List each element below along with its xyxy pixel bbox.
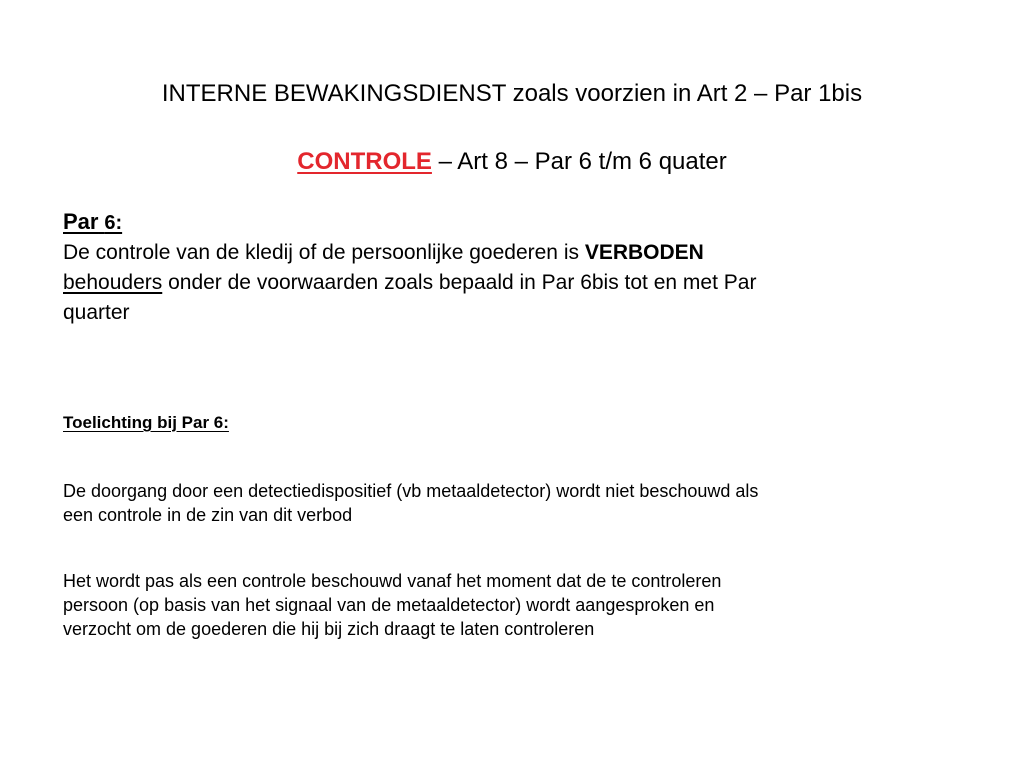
paragraph-detection-line-1: De doorgang door een detectiedispositief (vb metaaldetector) wordt niet beschouwd als [63, 481, 759, 501]
behouders-underlined: behouders [63, 271, 163, 294]
par6-line-1 [63, 238, 963, 268]
paragraph-detection-line-2: een controle in de zin van dit verbod [63, 505, 353, 525]
paragraph-detection [63, 479, 963, 527]
par6-heading [63, 207, 963, 238]
par6-heading-word: Par [63, 209, 99, 234]
par6-heading-number: 6: [104, 212, 123, 234]
paragraph-control-line-3: verzocht om de goederen die hij bij zich draagt te laten controleren [63, 619, 595, 639]
slide-title [0, 79, 1024, 109]
par6-line-2 [63, 268, 963, 298]
subtitle-rest: – Art 8 – Par 6 t/m 6 quater [431, 148, 727, 175]
par6-line2-text: onder de voorwaarden zoals bepaald in Par 6bis tot en met Par [162, 271, 757, 294]
paragraph-control-line-2: persoon (op basis van het signaal van de metaaldetector) wordt aangesproken en [63, 595, 715, 615]
controle-highlight: CONTROLE [297, 148, 432, 175]
par6-line-3: quarter [63, 301, 130, 324]
toelichting-heading: Toelichting bij Par 6: [63, 413, 229, 432]
title-line-1: INTERNE BEWAKINGSDIENST zoals voorzien in Art 2 – Par 1bis [161, 80, 863, 107]
slide-subtitle [0, 147, 1024, 177]
par6-line1-text: De controle van de kledij of de persoonlijke goederen is [63, 241, 585, 264]
paragraph-control [63, 569, 963, 641]
paragraph-control-line-1: Het wordt pas als een controle beschouwd vanaf het moment dat de te controleren [63, 571, 722, 591]
verboden-emphasis: VERBODEN [584, 241, 704, 264]
par6-section [63, 207, 963, 328]
